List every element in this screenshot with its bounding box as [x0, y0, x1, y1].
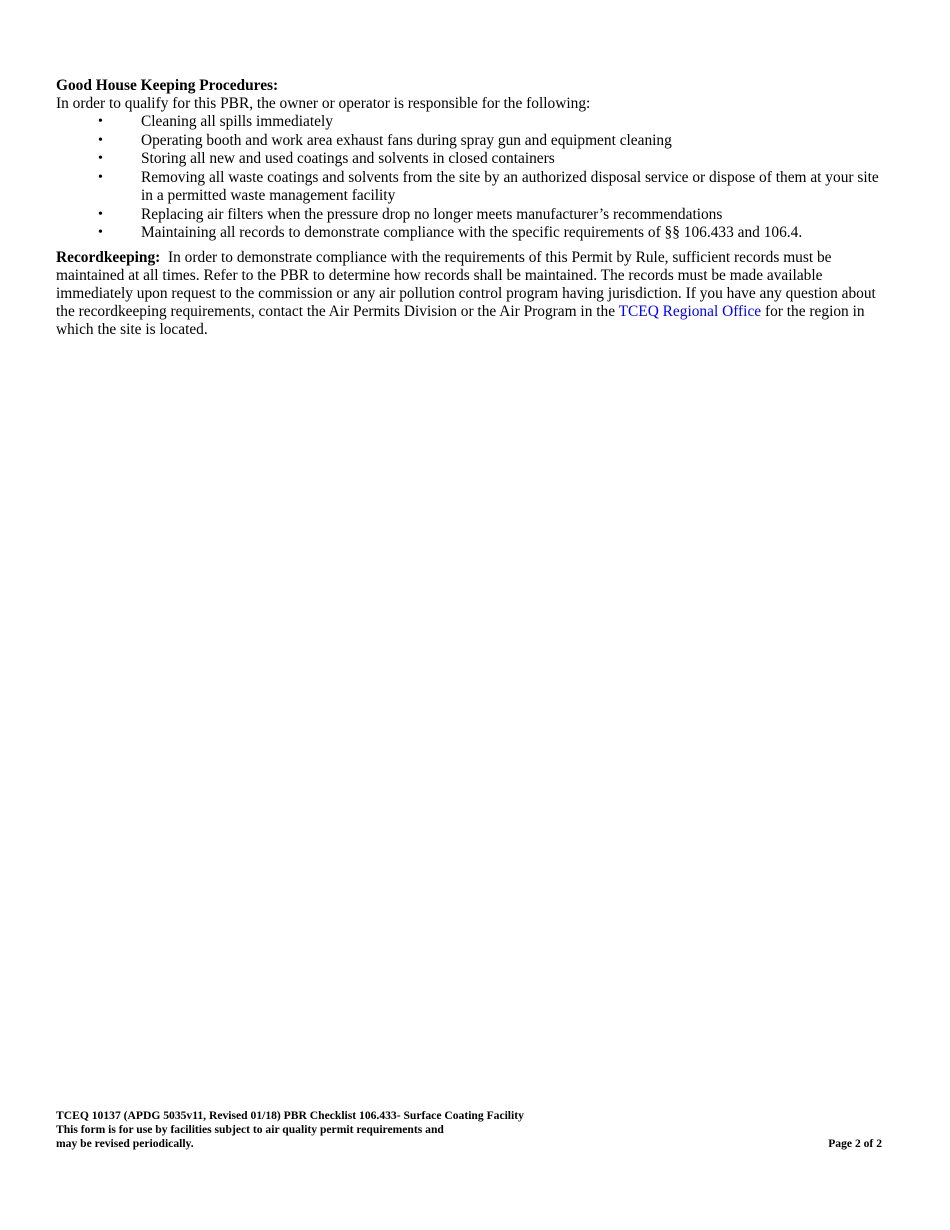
document-body: [56, 77, 888, 339]
recordkeeping-text: In order to demonstrate compliance with the requirements of this Permit by Rule, sufficient records must be maintained at all times. Refer to the PBR to determine how records shall be maintained. The records must be made available immediately upon request to the commission or any air pollution control program having jurisdiction. If you have any question about the recordkeeping requirements, contact the Air Permits Division or the Air Program in the: [56, 248, 876, 320]
footer-usage-note: This form is for use by facilities subject to air quality permit requirements and: [56, 1123, 444, 1136]
list-item-text: Maintaining all records to demonstrate compliance with the specific requirements of §§ 106.433 and 106.4.: [141, 224, 803, 241]
list-item: [56, 132, 888, 151]
bullet-icon: •: [98, 169, 103, 185]
list-item-text: Replacing air filters when the pressure drop no longer meets manufacturer’s recommendations: [141, 205, 723, 223]
list-item: [56, 224, 888, 243]
footer-revision-note: may be revised periodically.: [56, 1137, 194, 1150]
procedures-list: [56, 113, 888, 243]
bullet-icon: •: [98, 132, 103, 148]
page-number: Page 2 of 2: [828, 1137, 882, 1150]
list-item-text: Storing all new and used coatings and solvents in closed containers: [141, 150, 555, 167]
tceq-regional-office-link[interactable]: TCEQ Regional Office: [618, 302, 762, 320]
list-item-text: Operating booth and work area exhaust fans during spray gun and equipment cleaning: [141, 131, 672, 149]
recordkeeping-paragraph: [56, 249, 888, 339]
recordkeeping-label: Recordkeeping:: [56, 248, 161, 266]
list-item: [56, 150, 888, 169]
recordkeeping-text-end: for the region in which the site is located.: [56, 302, 865, 338]
good-housekeeping-intro: In order to qualify for this PBR, the owner or operator is responsible for the following:: [56, 95, 591, 112]
bullet-icon: •: [98, 114, 103, 129]
list-item: [56, 113, 888, 132]
bullet-icon: •: [98, 206, 103, 222]
list-item: [56, 206, 888, 225]
good-housekeeping-heading: Good House Keeping Procedures:: [56, 77, 279, 94]
footer-form-id: TCEQ 10137 (APDG 5035v11, Revised 01/18) PBR Checklist 106.433- Surface Coating Facility: [56, 1109, 524, 1122]
bullet-icon: •: [98, 225, 103, 240]
list-item-text: Cleaning all spills immediately: [141, 113, 333, 130]
list-item: [56, 169, 888, 206]
page-footer: [56, 1109, 882, 1151]
list-item-text: Removing all waste coatings and solvents from the site by an authorized disposal service or dispose of them at your site in a permitted waste management facility: [141, 168, 879, 204]
bullet-icon: •: [98, 151, 103, 166]
